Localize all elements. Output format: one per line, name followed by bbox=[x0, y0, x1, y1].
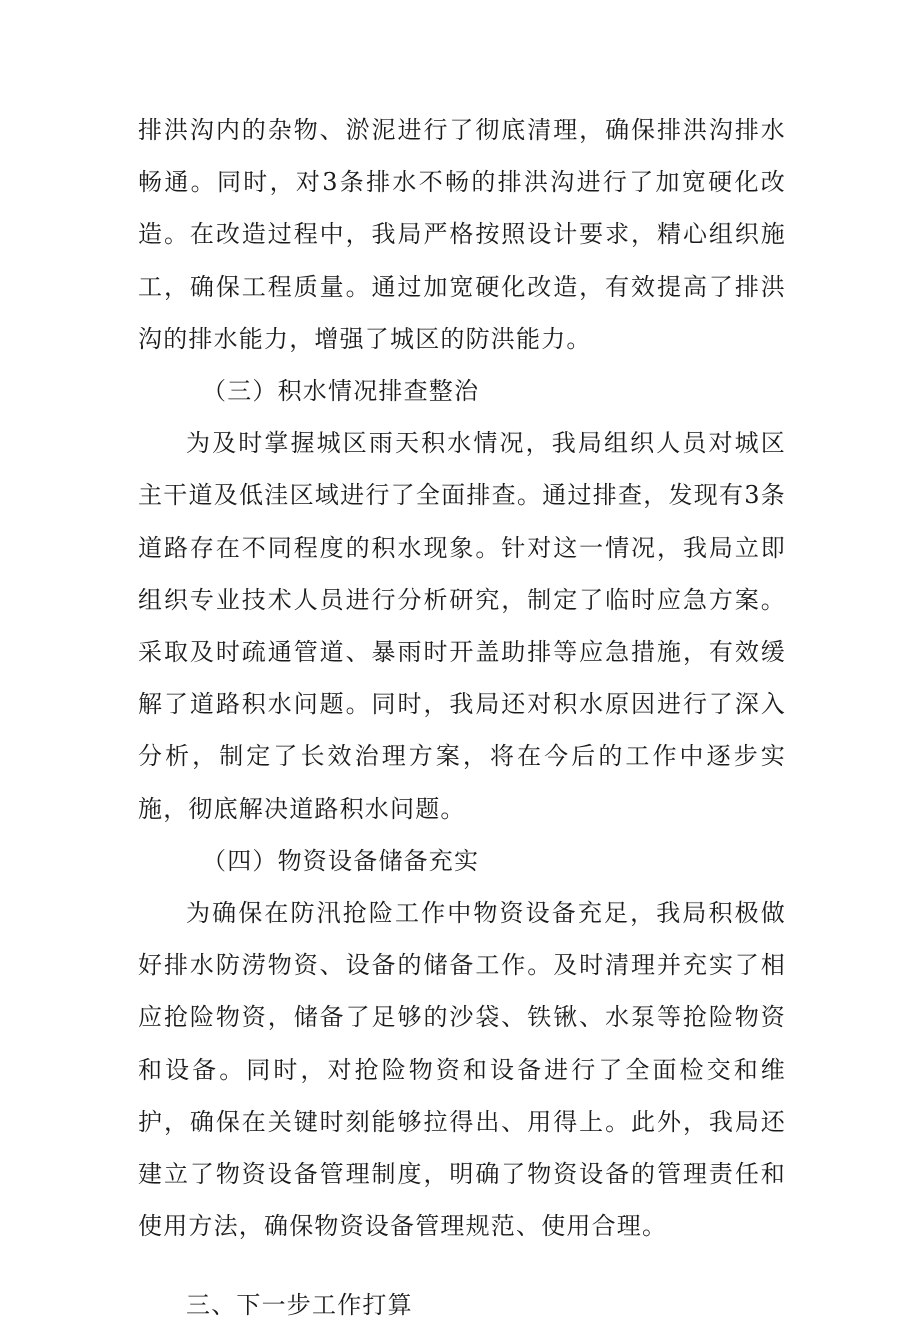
document-page bbox=[138, 104, 786, 1332]
paragraph-drainage-renovation: 排洪沟内的杂物、淤泥进行了彻底清理，确保排洪沟排水畅通。同时，对3条排水不畅的排洪沟进行了加宽硬化改造。在改造过程中，我局严格按照设计要求，精心组织施工，确保工程质量。通过加宽硬化改造，有效提高了排洪沟的排水能力，增强了城区的防洪能力。 bbox=[138, 116, 786, 353]
heading-waterlogging-inspection: （三）积水情况排查整治 bbox=[202, 377, 480, 406]
paragraph-waterlogging-inspection: 为及时掌握城区雨天积水情况，我局组织人员对城区主干道及低洼区域进行了全面排查。通过排查，发现有3条道路存在不同程度的积水现象。针对这一情况，我局立即组织专业技术人员进行分析研究，制定了临时应急方案。采取及时疏通管道、暴雨时开盖助排等应急措施，有效缓解了道路积水问题。同时，我局还对积水原因进行了深入分析，制定了长效治理方案，将在今后的工作中逐步实施，彻底解决道路积水问题。 bbox=[138, 429, 786, 823]
paragraph-material-reserves: 为确保在防汛抢险工作中物资设备充足，我局积极做好排水防涝物资、设备的储备工作。及时清理并充实了相应抢险物资，储备了足够的沙袋、铁锹、水泵等抢险物资和设备。同时，对抢险物资和设备进行了全面检交和维护，确保在关键时刻能够拉得出、用得上。此外，我局还建立了物资设备管理制度，明确了物资设备的管理责任和使用方法，确保物资设备管理规范、使用合理。 bbox=[138, 899, 786, 1241]
section-heading-next-steps: 三、下一步工作打算 bbox=[186, 1291, 413, 1320]
heading-material-reserves: （四）物资设备储备充实 bbox=[202, 846, 480, 875]
